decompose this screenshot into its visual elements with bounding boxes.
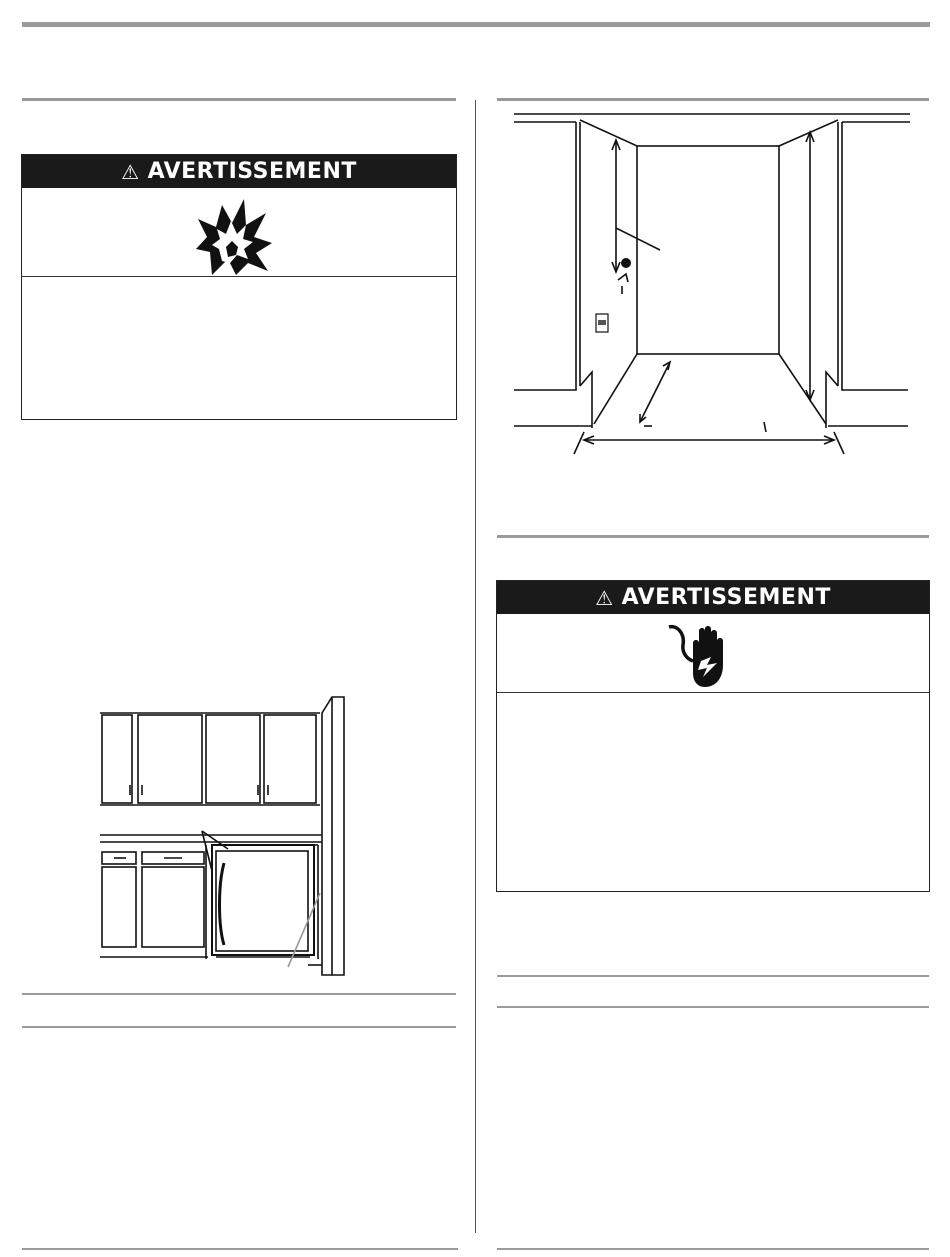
warning-header (497, 581, 929, 614)
warning-triangle-icon: ⚠ (595, 585, 614, 610)
installation-opening-diagram (512, 110, 917, 455)
warning-triangle-icon: ⚠ (121, 159, 140, 184)
appliance-installed-illustration (100, 695, 350, 980)
electric-shock-hand-icon (667, 623, 737, 689)
warning-header (22, 155, 456, 188)
top-rule (22, 22, 930, 27)
right-section-rule-1 (497, 98, 929, 101)
warning-title: AVERTISSEMENT (621, 585, 831, 610)
warning-title: AVERTISSEMENT (147, 159, 357, 184)
warning-separator (22, 276, 456, 277)
warning-box-electric-shock (496, 580, 930, 892)
left-bottom-rule (22, 1248, 458, 1250)
warning-box-explosion (21, 154, 457, 420)
explosion-icon (192, 197, 274, 277)
warning-separator (497, 692, 929, 693)
right-section-rule-4 (497, 1006, 929, 1008)
right-section-rule-3 (497, 975, 929, 977)
left-section-rule-1 (22, 98, 456, 101)
left-section-rule-2 (22, 993, 456, 995)
column-divider (475, 100, 476, 1233)
right-bottom-rule (497, 1248, 929, 1250)
left-section-rule-3 (22, 1026, 456, 1028)
water-line-marker (621, 258, 631, 268)
right-section-rule-2 (497, 535, 929, 538)
